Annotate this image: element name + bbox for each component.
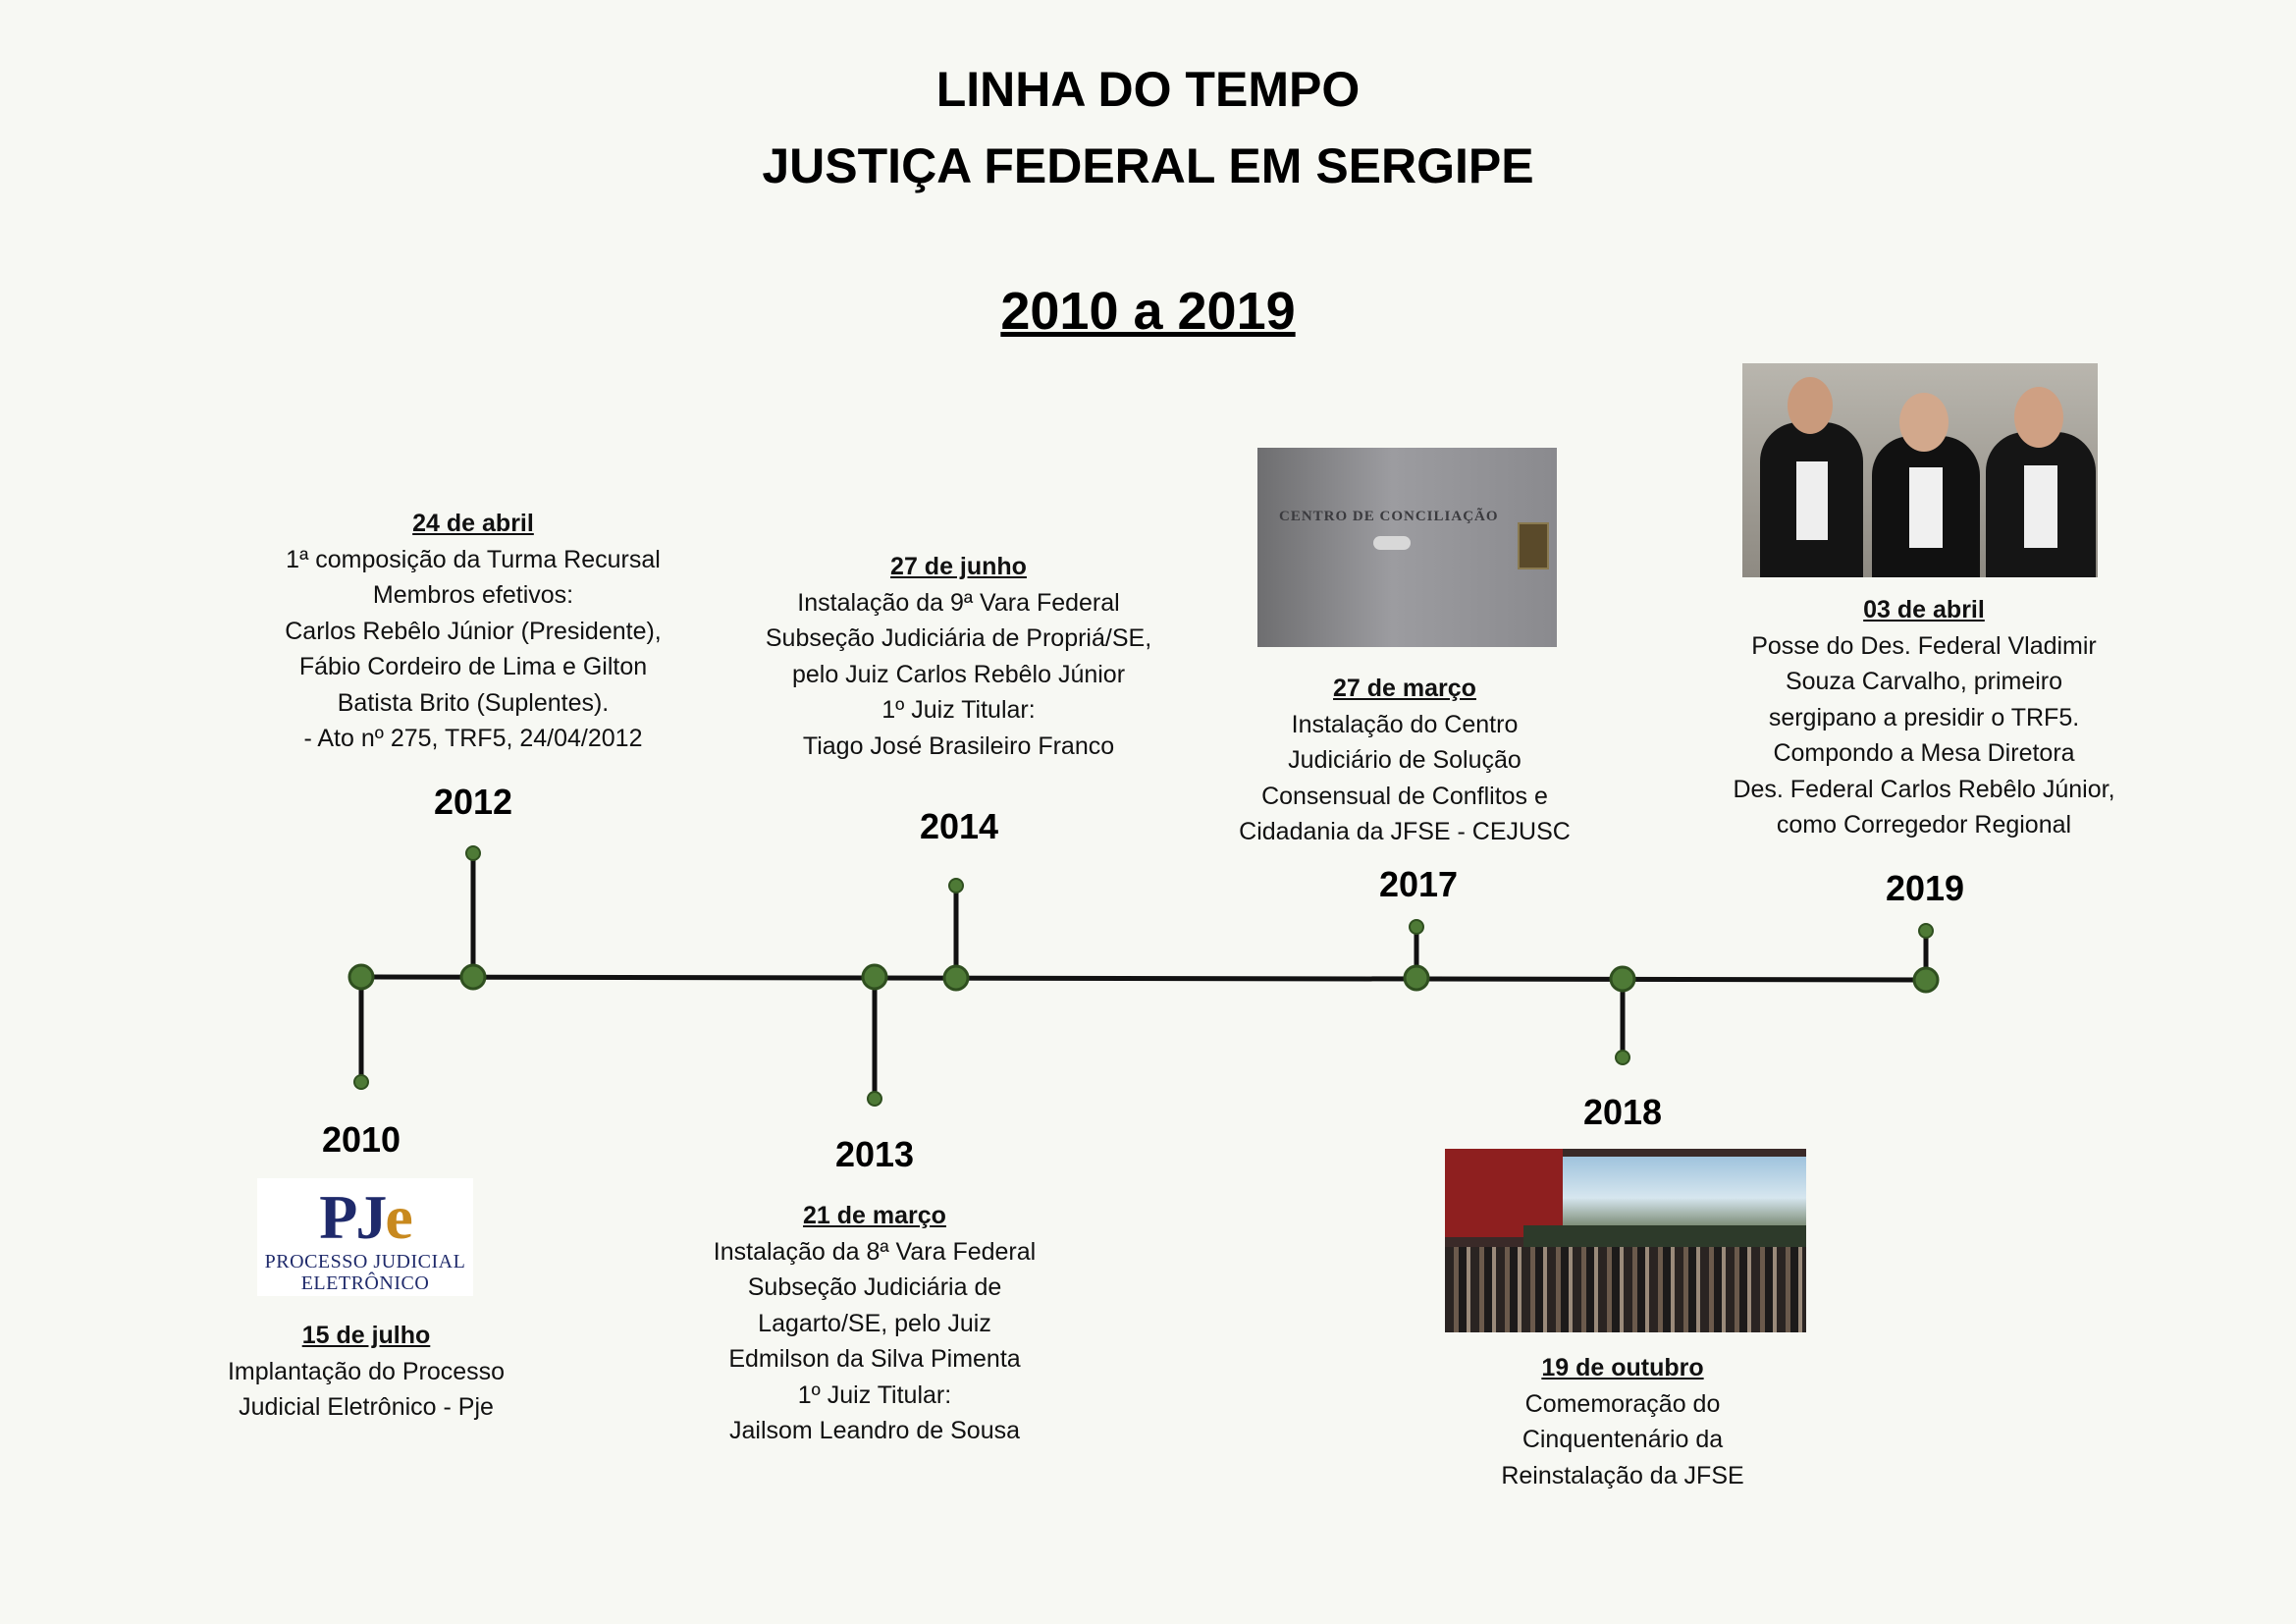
event-text-line: Batista Brito (Suplentes). xyxy=(337,688,610,717)
event-text-line: - Ato nº 275, TRF5, 24/04/2012 xyxy=(303,725,643,752)
photo-city-panel xyxy=(1563,1157,1806,1225)
event-text-line: sergipano a presidir o TRF5. xyxy=(1768,703,2080,731)
event-text-line: Souza Carvalho, primeiro xyxy=(1785,668,2063,695)
photo-red-wall xyxy=(1445,1149,1563,1237)
event-2019 xyxy=(1708,592,2140,843)
event-text-line: 1º Juiz Titular: xyxy=(881,696,1036,724)
node-2012 xyxy=(461,965,485,989)
event-text-line: Instalação do Centro xyxy=(1291,710,1519,738)
photo-auditorium xyxy=(1445,1149,1806,1332)
node-2018 xyxy=(1611,967,1634,991)
event-text-line: Reinstalação da JFSE xyxy=(1501,1461,1744,1489)
event-text-line: Jailsom Leandro de Sousa xyxy=(728,1417,1021,1444)
event-text-line: Posse do Des. Federal Vladimir xyxy=(1751,631,2097,660)
event-text-line: Membros efetivos: xyxy=(372,581,574,609)
event-date: 27 de junho xyxy=(890,553,1027,580)
event-text-line: Cidadania da JFSE - CEJUSC xyxy=(1239,818,1571,845)
event-2012 xyxy=(247,506,699,757)
photo-judges xyxy=(1742,363,2098,577)
period-heading: 2010 a 2019 xyxy=(1000,282,1296,341)
event-text-line: 1ª composição da Turma Recursal xyxy=(286,545,661,573)
photo-cejusc-sign-text: CENTRO DE CONCILIAÇÃO xyxy=(1279,509,1499,524)
event-text-line: 1º Juiz Titular: xyxy=(797,1380,952,1409)
event-date: 24 de abril xyxy=(412,510,534,537)
timeline-axis xyxy=(361,977,1926,980)
year-label-2017: 2017 xyxy=(1378,864,1459,904)
event-text-line: Tiago José Brasileiro Franco xyxy=(802,731,1115,760)
event-text-line: Cinquentenário da xyxy=(1522,1426,1724,1453)
event-text-line: como Corregedor Regional xyxy=(1776,811,2072,839)
event-text-line: Des. Federal Carlos Rebêlo Júnior, xyxy=(1733,775,2115,803)
handshake-icon xyxy=(1373,536,1411,550)
tip-2010 xyxy=(354,1075,368,1089)
judge-face-3 xyxy=(2014,387,2063,448)
year-label-2013: 2013 xyxy=(834,1134,915,1174)
event-text-line: Judicial Eletrônico - Pje xyxy=(239,1393,494,1421)
photo-stage xyxy=(1523,1225,1806,1249)
year-label-2018: 2018 xyxy=(1582,1092,1663,1132)
pje-logo xyxy=(257,1178,473,1296)
event-text-line: pelo Juiz Carlos Rebêlo Júnior xyxy=(791,660,1126,688)
event-date: 19 de outubro xyxy=(1541,1354,1704,1381)
tip-2012 xyxy=(466,846,480,860)
event-text-line: Edmilson da Silva Pimenta xyxy=(728,1345,1021,1373)
node-2013 xyxy=(863,965,886,989)
node-2017 xyxy=(1405,966,1428,990)
event-date: 15 de julho xyxy=(301,1322,431,1349)
event-text-line: Instalação da 9ª Vara Federal xyxy=(797,588,1120,617)
event-text-line: Judiciário de Solução xyxy=(1288,746,1522,774)
event-date: 21 de março xyxy=(803,1202,946,1229)
event-2018 xyxy=(1436,1350,1809,1493)
event-text-line: Comemoração do xyxy=(1524,1389,1721,1418)
photo-audience xyxy=(1445,1247,1806,1332)
tip-2014 xyxy=(949,879,963,893)
judge-face-2 xyxy=(1899,393,1949,452)
judge-face-1 xyxy=(1788,377,1833,434)
event-date: 03 de abril xyxy=(1863,596,1985,623)
judge-jabot-3 xyxy=(2024,465,2057,548)
year-label-2012: 2012 xyxy=(433,782,513,822)
judge-jabot-1 xyxy=(1796,461,1828,540)
tip-2019 xyxy=(1919,924,1933,938)
event-2017 xyxy=(1218,671,1591,850)
event-text-line: Subseção Judiciária de Propriá/SE, xyxy=(765,624,1152,652)
tip-2018 xyxy=(1616,1051,1629,1064)
pje-logo-sub2: ELETRÔNICO xyxy=(300,1272,430,1294)
tip-2013 xyxy=(868,1092,881,1106)
title-line-2: JUSTIÇA FEDERAL EM SERGIPE xyxy=(762,138,1534,193)
tip-2017 xyxy=(1410,920,1423,934)
event-2013 xyxy=(659,1198,1091,1449)
event-2010 xyxy=(165,1318,567,1426)
photo-cejusc-sign xyxy=(1257,448,1557,647)
judge-jabot-2 xyxy=(1909,467,1943,548)
title-line-1: LINHA DO TEMPO xyxy=(935,62,1361,117)
event-date: 27 de março xyxy=(1333,675,1476,702)
year-label-2010: 2010 xyxy=(321,1119,401,1160)
event-text-line: Consensual de Conflitos e xyxy=(1261,782,1548,810)
event-text-line: Implantação do Processo xyxy=(227,1357,506,1385)
year-label-2014: 2014 xyxy=(919,806,999,846)
event-text-line: Fábio Cordeiro de Lima e Gilton xyxy=(298,653,648,680)
node-2010 xyxy=(349,965,373,989)
event-text-line: Lagarto/SE, pelo Juiz xyxy=(758,1309,991,1337)
pje-logo-sub1: PROCESSO JUDICIAL xyxy=(264,1251,466,1272)
pje-logo-mark: PJe xyxy=(319,1182,411,1252)
node-2019 xyxy=(1914,968,1938,992)
wall-plaque xyxy=(1518,522,1549,569)
event-text-line: Instalação da 8ª Vara Federal xyxy=(713,1237,1037,1266)
event-2014 xyxy=(740,549,1177,764)
event-text-line: Carlos Rebêlo Júnior (Presidente), xyxy=(285,617,662,645)
event-text-line: Compondo a Mesa Diretora xyxy=(1773,739,2075,767)
node-2014 xyxy=(944,966,968,990)
year-label-2019: 2019 xyxy=(1885,868,1965,908)
event-text-line: Subseção Judiciária de xyxy=(747,1273,1002,1301)
